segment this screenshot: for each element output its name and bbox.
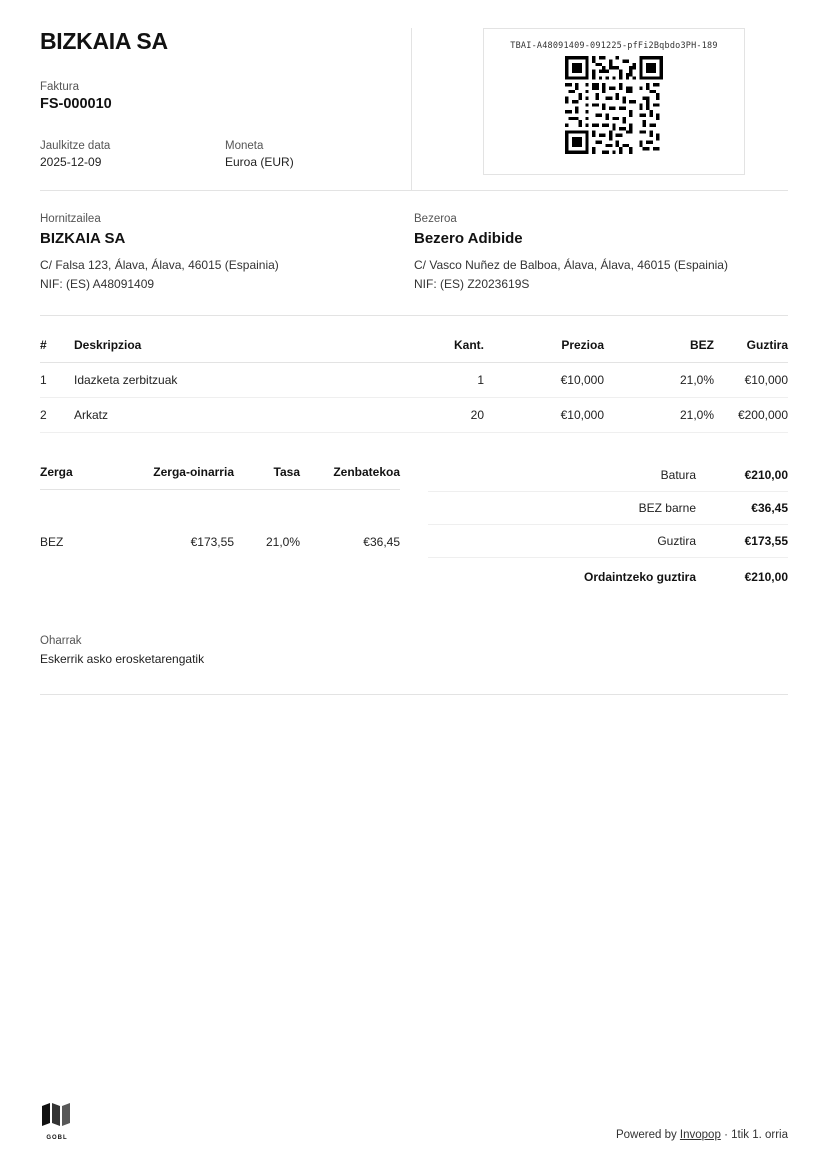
row-total: €200,000: [714, 398, 788, 433]
supplier-tax-id: NIF: (ES) A48091409: [40, 276, 155, 291]
col-header-price: Prezioa: [484, 330, 604, 363]
tax-row-amount: €36,45: [363, 534, 400, 549]
supplier-address: C/ Falsa 123, Álava, Álava, 46015 (Espainia): [40, 258, 279, 272]
tax-breakdown-table: [40, 459, 400, 593]
total-value: €36,45: [751, 501, 788, 516]
invoice-number: FS-000010: [40, 96, 112, 112]
grand-total-value: €210,00: [744, 570, 788, 585]
customer-tax-id: NIF: (ES) Z2023619S: [414, 276, 530, 291]
tax-header-row: [40, 459, 400, 490]
tax-row-base: €173,55: [190, 534, 234, 549]
invoice-identity: [40, 81, 387, 112]
tax-col-header-amount: Zenbatekoa: [300, 459, 400, 490]
row-num: 1: [40, 363, 74, 398]
invoice-label: Faktura: [40, 81, 79, 93]
row-quantity: 20: [374, 398, 484, 433]
total-value: €210,00: [744, 468, 788, 483]
currency-value: Euroa (EUR): [225, 155, 294, 169]
line-items-table: [40, 330, 788, 433]
issue-date-block: [40, 140, 225, 169]
table-row: [40, 490, 400, 594]
col-header-quantity: Kant.: [374, 330, 484, 363]
issue-date-label: Jaulkitze data: [40, 140, 111, 152]
col-header-num: #: [40, 330, 74, 363]
row-total: €10,000: [714, 363, 788, 398]
row-num: 2: [40, 398, 74, 433]
supplier-label: Hornitzailea: [40, 213, 101, 225]
tax-col-header-rate: Tasa: [234, 459, 300, 490]
row-price: €10,000: [484, 363, 604, 398]
row-description: Idazketa zerbitzuak: [74, 363, 374, 398]
total-row-payable: [428, 558, 788, 593]
customer-name: Bezero Adibide: [414, 230, 523, 247]
invoice-header-left: [40, 28, 412, 190]
col-header-total: Guztira: [714, 330, 788, 363]
customer-block: [414, 213, 788, 293]
table-row: [40, 363, 788, 398]
gobl-logo-icon: [40, 1102, 74, 1128]
total-label: BEZ barne: [638, 501, 696, 516]
powered-by-label: Powered by: [615, 1129, 677, 1141]
col-header-tax: BEZ: [604, 330, 714, 363]
currency-label: Moneta: [225, 140, 264, 152]
invoice-header: [40, 0, 788, 190]
line-items-header-row: [40, 330, 788, 363]
currency-block: [225, 140, 294, 169]
total-label: Batura: [660, 468, 696, 483]
total-row-total: [428, 525, 788, 558]
total-label: Guztira: [657, 534, 696, 549]
summary-section: [40, 459, 788, 593]
company-name: BIZKAIA SA: [40, 28, 168, 54]
issue-date-value: 2025-12-09: [40, 155, 102, 169]
tax-col-header-base: Zerga-oinarria: [124, 459, 234, 490]
row-description: Arkatz: [74, 398, 374, 433]
qr-box: [483, 28, 745, 175]
notes-section: [40, 635, 788, 695]
total-row-subtotal: [428, 459, 788, 492]
totals-block: [428, 459, 788, 593]
col-header-description: Deskripzioa: [74, 330, 374, 363]
gobl-wordmark: GOBL: [46, 1135, 68, 1141]
qr-code-text: TBAI-A48091409-091225-pfFi2Bqbdo3PH-189: [510, 41, 718, 51]
supplier-block: [40, 213, 414, 293]
notes-text: Eskerrik asko erosketarengatik: [40, 652, 788, 695]
invoice-header-right: [412, 28, 788, 190]
parties-section: [40, 191, 788, 315]
invoice-meta-row: [40, 140, 387, 169]
row-price: €10,000: [484, 398, 604, 433]
supplier-name: BIZKAIA SA: [40, 230, 126, 247]
gobl-logo-block: [40, 1102, 74, 1141]
qr-code-icon: [565, 56, 663, 154]
customer-address: C/ Vasco Nuñez de Balboa, Álava, Álava, 46015 (Espainia): [414, 258, 728, 272]
footer-credit: [616, 1129, 788, 1141]
total-row-tax: [428, 492, 788, 525]
page-number: 1tik 1. orria: [731, 1129, 788, 1141]
parties-divider: [40, 315, 788, 316]
invopop-link[interactable]: Invopop: [679, 1129, 721, 1141]
invoice-footer: [40, 1102, 788, 1141]
grand-total-label: Ordaintzeko guztira: [583, 570, 696, 585]
row-tax: 21,0%: [604, 363, 714, 398]
notes-label: Oharrak: [40, 635, 82, 648]
total-value: €173,55: [744, 534, 788, 549]
footer-separator: ·: [724, 1129, 728, 1141]
table-row: [40, 398, 788, 433]
customer-label: Bezeroa: [414, 213, 457, 225]
row-quantity: 1: [374, 363, 484, 398]
tax-row-rate: 21,0%: [265, 534, 300, 549]
row-tax: 21,0%: [604, 398, 714, 433]
tax-row-name: BEZ: [40, 534, 64, 549]
tax-col-header-tax: Zerga: [40, 459, 124, 490]
